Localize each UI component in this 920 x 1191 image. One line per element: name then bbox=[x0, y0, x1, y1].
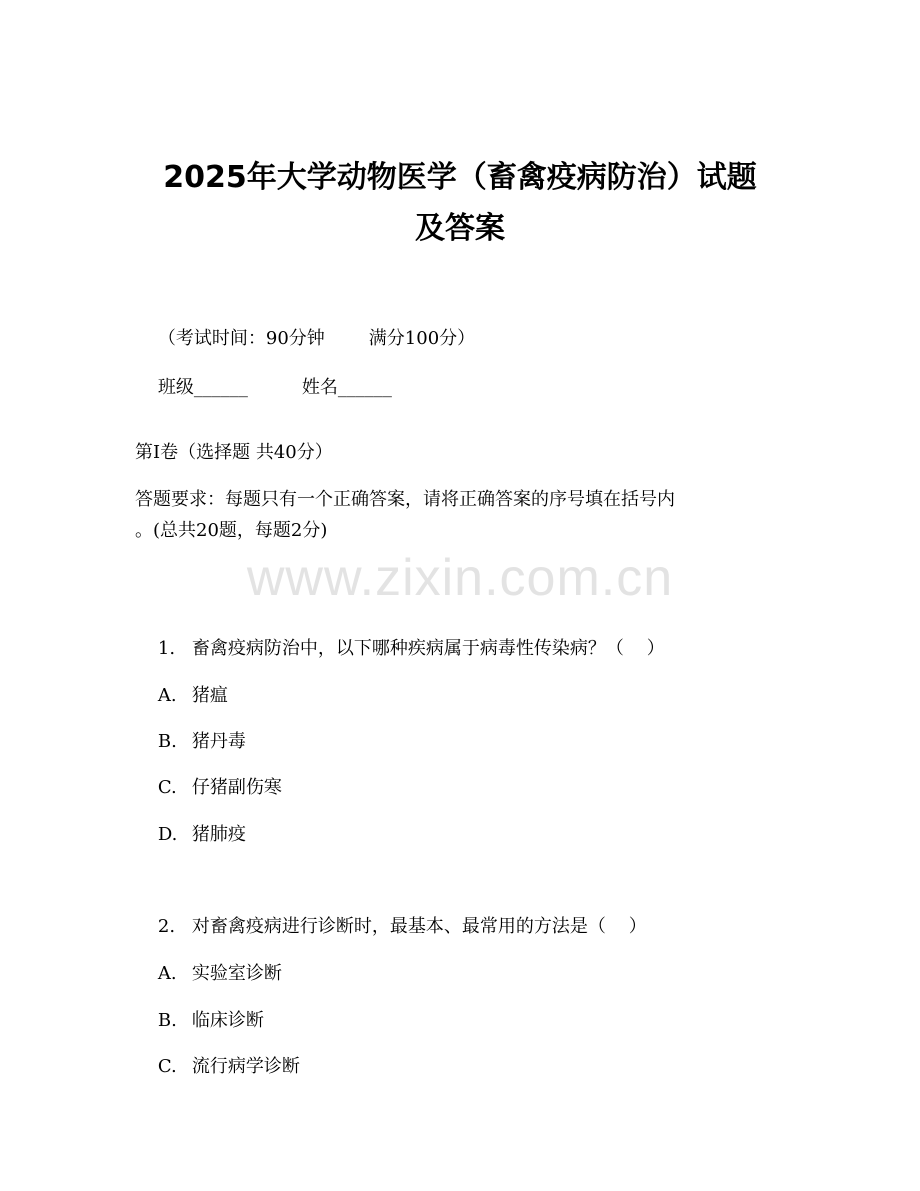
name-label: 姓名______ bbox=[301, 377, 392, 398]
option-letter: B. bbox=[157, 1010, 177, 1031]
question-number: 2. bbox=[157, 916, 176, 937]
option-letter: C. bbox=[157, 777, 177, 798]
option-letter: C. bbox=[157, 1056, 177, 1077]
option-text: 猪丹毒 bbox=[191, 731, 246, 752]
option-letter: D. bbox=[157, 824, 178, 845]
option-letter: A. bbox=[157, 963, 177, 984]
document-title-line2: 及答案 bbox=[415, 211, 505, 246]
class-label: 班级______ bbox=[157, 377, 248, 398]
document-title-line1: 2025年大学动物医学（畜禽疫病防治）试题 bbox=[163, 160, 757, 195]
option-text: 仔猪副伤寒 bbox=[191, 777, 282, 798]
question-text: 畜禽疫病防治中，以下哪种疾病属于病毒性传染病？（ ） bbox=[191, 638, 665, 659]
exam-time: （考试时间：90分钟 bbox=[157, 328, 325, 349]
question-text: 对畜禽疫病进行诊断时，最基本、最常用的方法是（ ） bbox=[191, 916, 647, 937]
option-text: 猪瘟 bbox=[191, 685, 228, 706]
section-instructions-line2: 。(总共20题，每题2分) bbox=[135, 520, 328, 541]
student-info bbox=[135, 349, 392, 427]
option-text: 猪肺疫 bbox=[191, 824, 246, 845]
question-2-option-c bbox=[135, 1028, 300, 1106]
exam-full-score: 满分100分） bbox=[368, 328, 476, 349]
section-title: 第I卷（选择题 共40分） bbox=[135, 442, 333, 463]
option-letter: B. bbox=[157, 731, 177, 752]
option-text: 流行病学诊断 bbox=[191, 1056, 300, 1077]
option-text: 实验室诊断 bbox=[191, 963, 282, 984]
watermark: www.zixin.com.cn bbox=[246, 549, 674, 607]
option-letter: A. bbox=[157, 685, 177, 706]
section-instructions-line1: 答题要求：每题只有一个正确答案，请将正确答案的序号填在括号内 bbox=[135, 489, 675, 510]
question-number: 1. bbox=[157, 638, 176, 659]
option-text: 临床诊断 bbox=[191, 1010, 264, 1031]
question-1-option-d bbox=[135, 796, 246, 874]
